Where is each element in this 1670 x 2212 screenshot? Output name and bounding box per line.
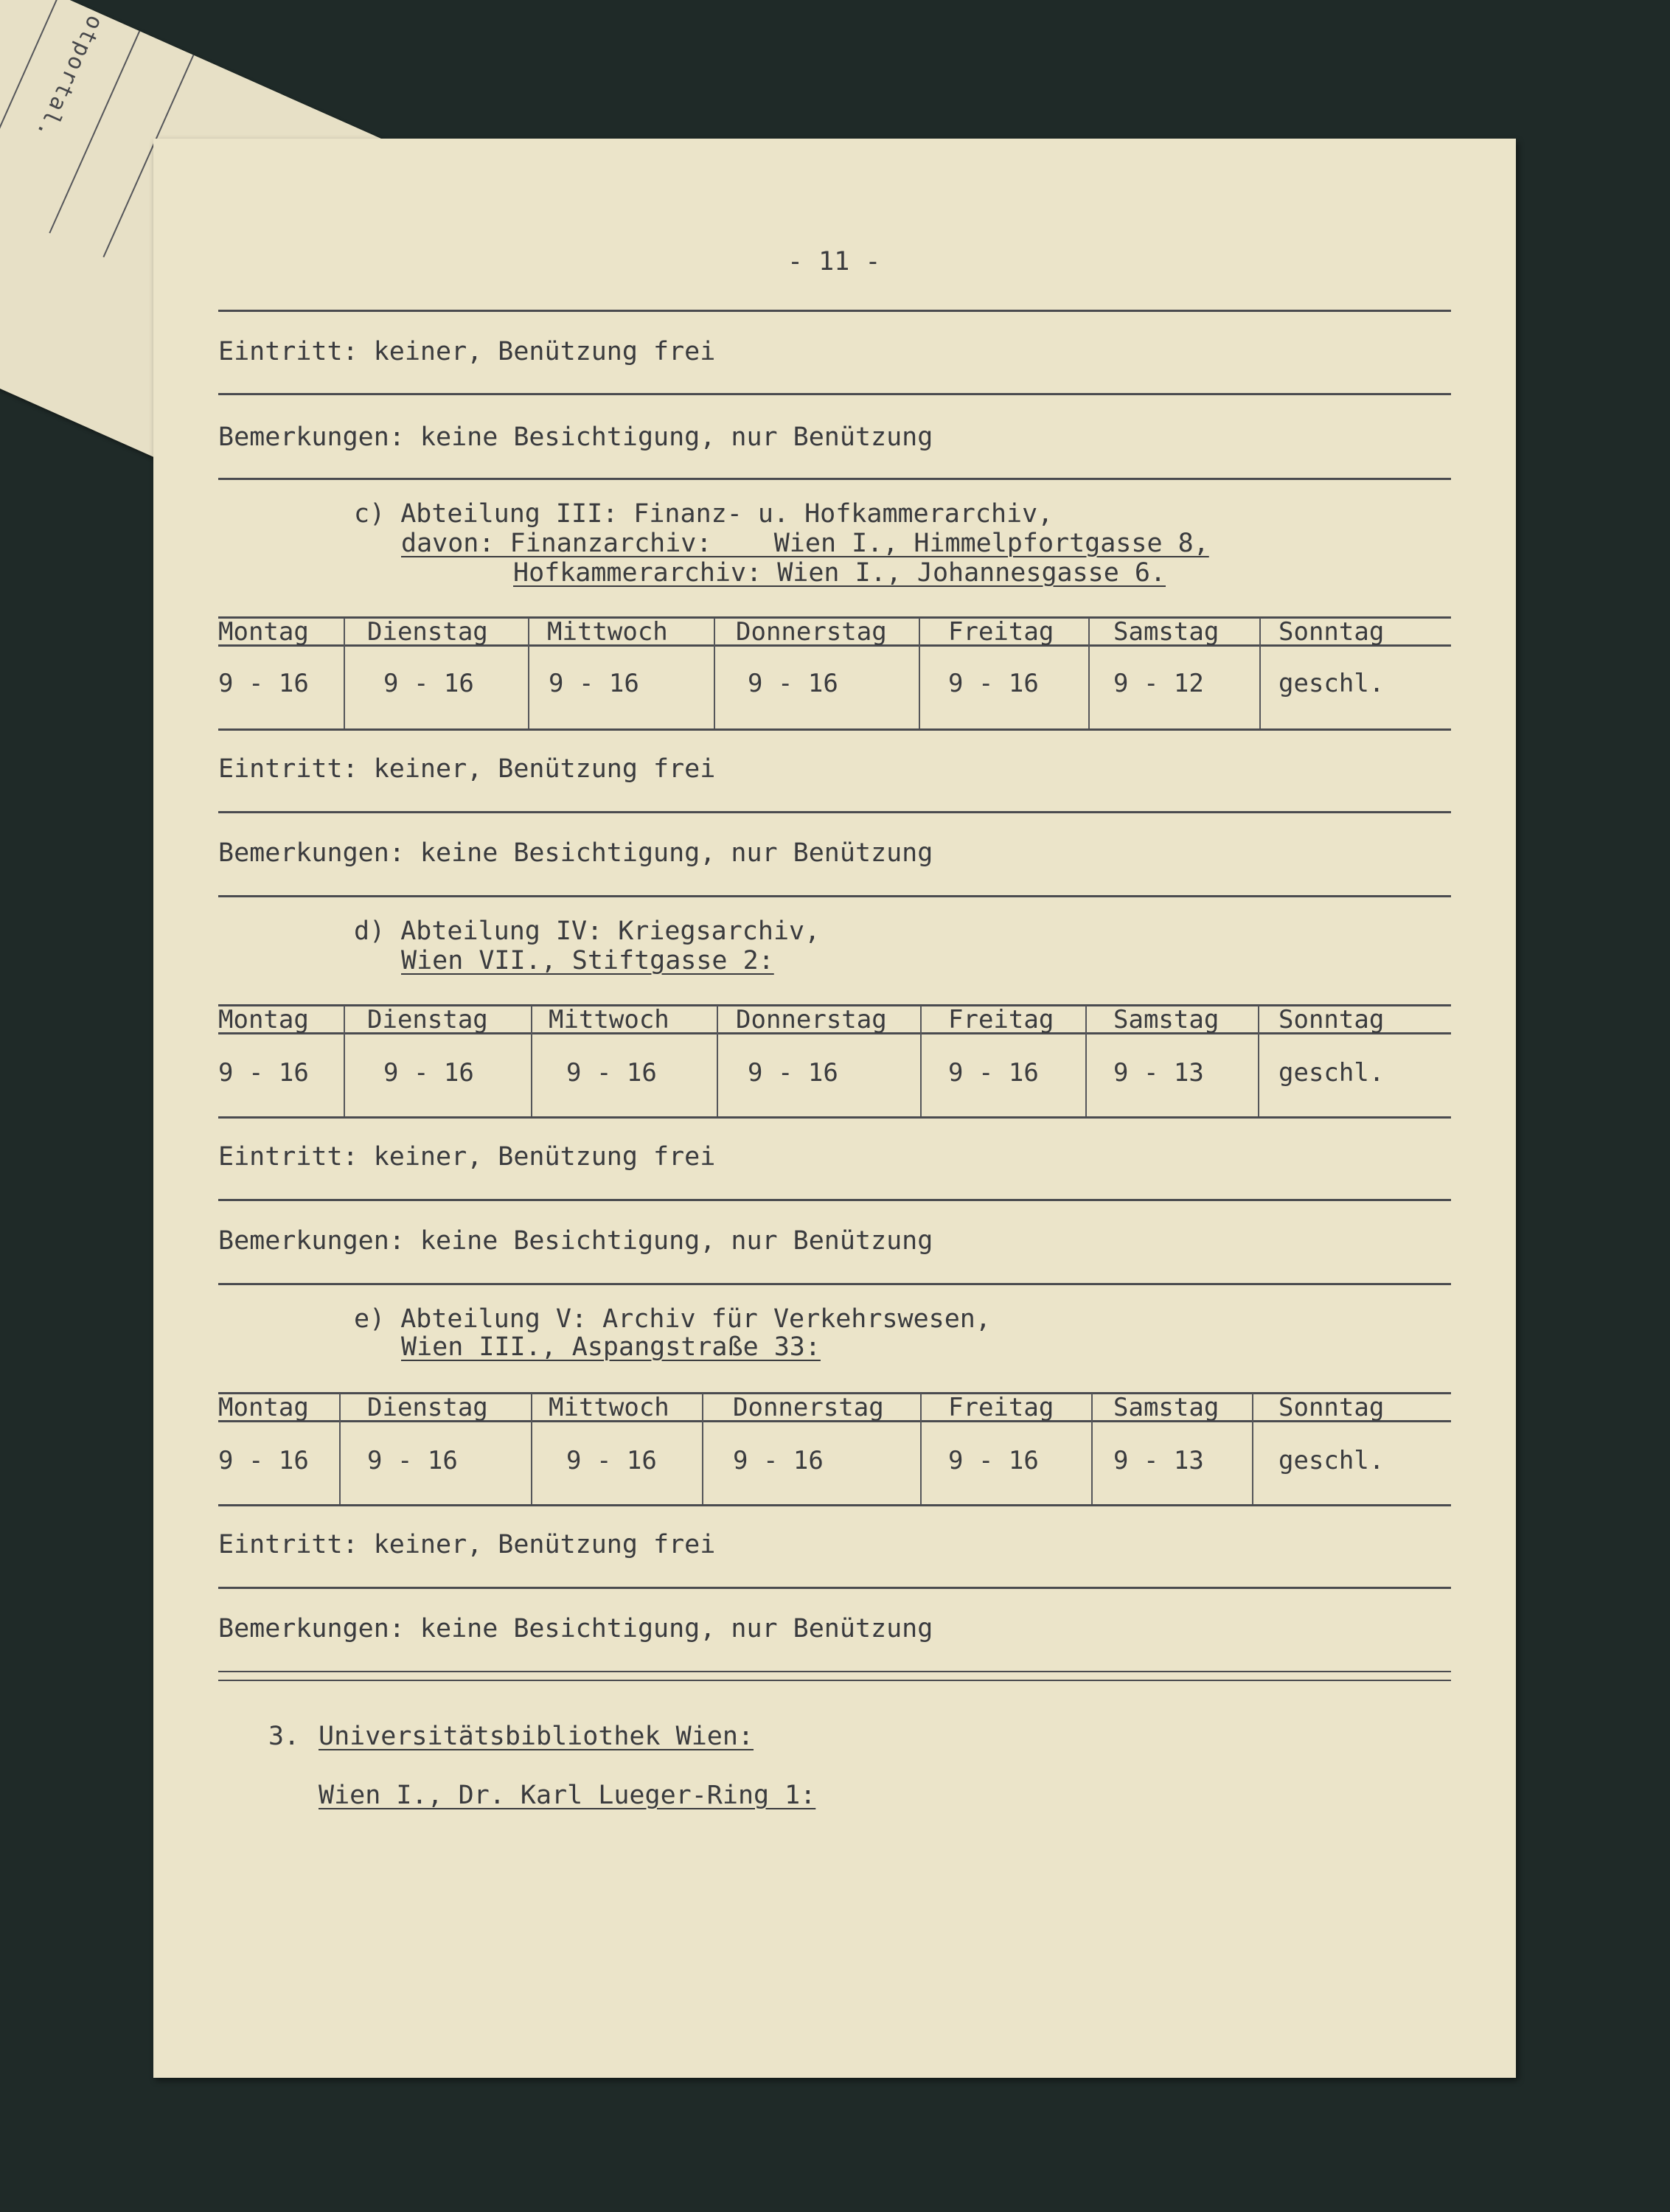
section-heading-text: c) Abteilung III: Finanz- u. Hofkammerarchiv, — [354, 499, 1054, 529]
table-column-divider — [1259, 618, 1261, 728]
table-column-divider — [1085, 1006, 1087, 1116]
table-cell: 9 - 16 — [218, 1058, 309, 1088]
table-bottom-rule — [218, 1504, 1451, 1506]
table-header-cell: Mittwoch — [547, 617, 668, 647]
table-header-cell: Dienstag — [367, 617, 488, 647]
double-divider-top — [218, 1671, 1451, 1672]
table-cell: 9 - 16 — [948, 1058, 1039, 1088]
address-line: Hofkammerarchiv: Wien I., Johannesgasse 6. — [513, 558, 1166, 588]
table-header-cell: Montag — [218, 1005, 309, 1034]
table-cell: 9 - 16 — [733, 1446, 824, 1475]
table-cell: geschl. — [1278, 1446, 1385, 1475]
background-sheet-text: otportal. — [30, 11, 108, 144]
table-header-cell: Dienstag — [367, 1005, 488, 1034]
table-column-divider — [920, 1006, 922, 1116]
table-bottom-rule — [218, 728, 1451, 731]
section-heading-text: e) Abteilung V: Archiv für Verkehrswesen, — [354, 1304, 991, 1334]
table-column-divider — [1252, 1394, 1253, 1504]
section-title: Universitätsbibliothek Wien: — [319, 1722, 754, 1751]
table-column-divider — [344, 618, 345, 728]
table-column-divider — [531, 1006, 532, 1116]
table-header-cell: Donnerstag — [733, 1393, 884, 1422]
divider — [218, 1199, 1451, 1201]
page-number: - 11 - — [787, 247, 881, 276]
table-column-divider — [920, 1394, 922, 1504]
table-header-cell: Donnerstag — [736, 1005, 887, 1034]
table-column-divider — [717, 1006, 718, 1116]
table-header-cell: Sonntag — [1278, 1393, 1385, 1422]
table-header-cell: Mittwoch — [549, 1393, 669, 1422]
address-line: Wien I., Dr. Karl Lueger-Ring 1: — [319, 1781, 816, 1810]
section-number: 3. — [268, 1722, 300, 1751]
table-cell: 9 - 16 — [748, 669, 838, 698]
table-cell: 9 - 13 — [1113, 1058, 1204, 1088]
divider — [218, 310, 1451, 312]
table-header-cell: Freitag — [948, 1005, 1054, 1034]
table-header-cell: Montag — [218, 1393, 309, 1422]
bemerkungen-text: Bemerkungen: keine Besichtigung, nur Benützung — [218, 1226, 933, 1256]
table-header-cell: Samstag — [1113, 1005, 1220, 1034]
divider — [218, 1283, 1451, 1285]
eintritt-text: Eintritt: keiner, Benützung frei — [218, 337, 716, 366]
table-cell: 9 - 16 — [566, 1446, 657, 1475]
table-cell: geschl. — [1278, 1058, 1385, 1088]
table-header-cell: Samstag — [1113, 617, 1220, 647]
table-cell: 9 - 16 — [566, 1058, 657, 1088]
table-cell: 9 - 16 — [367, 1446, 458, 1475]
table-cell: 9 - 16 — [383, 1058, 474, 1088]
table-header-cell: Samstag — [1113, 1393, 1220, 1422]
divider — [218, 811, 1451, 813]
table-cell: 9 - 13 — [1113, 1446, 1204, 1475]
table-cell: geschl. — [1278, 669, 1385, 698]
table-cell: 9 - 16 — [218, 1446, 309, 1475]
table-cell: 9 - 16 — [948, 669, 1039, 698]
bemerkungen-text: Bemerkungen: keine Besichtigung, nur Benützung — [218, 1614, 933, 1644]
eintritt-text: Eintritt: keiner, Benützung frei — [218, 754, 716, 784]
table-header-cell: Sonntag — [1278, 617, 1385, 647]
table-header-cell: Freitag — [948, 617, 1054, 647]
eintritt-text: Eintritt: keiner, Benützung frei — [218, 1142, 716, 1172]
divider — [218, 393, 1451, 395]
section-heading — [354, 501, 1053, 527]
table-cell: 9 - 16 — [748, 1058, 838, 1088]
table-header-cell: Sonntag — [1278, 1005, 1385, 1034]
address-line: Wien III., Aspangstraße 33: — [401, 1332, 821, 1362]
bemerkungen-text: Bemerkungen: keine Besichtigung, nur Benützung — [218, 422, 933, 452]
bemerkungen-text: Bemerkungen: keine Besichtigung, nur Benützung — [218, 838, 933, 868]
section-heading-text: d) Abteilung IV: Kriegsarchiv, — [354, 917, 821, 946]
table-header-cell: Montag — [218, 617, 309, 647]
table-column-divider — [1258, 1006, 1259, 1116]
table-column-divider — [1091, 1394, 1093, 1504]
table-cell: 9 - 16 — [948, 1446, 1039, 1475]
table-header-cell: Donnerstag — [736, 617, 887, 647]
table-header-cell: Dienstag — [367, 1393, 488, 1422]
table-column-divider — [344, 1006, 345, 1116]
table-column-divider — [528, 618, 529, 728]
eintritt-text: Eintritt: keiner, Benützung frei — [218, 1530, 716, 1559]
table-cell: 9 - 16 — [383, 669, 474, 698]
table-column-divider — [714, 618, 715, 728]
document-page — [153, 139, 1516, 2078]
table-column-divider — [531, 1394, 532, 1504]
table-header-cell: Mittwoch — [549, 1005, 669, 1034]
address-line: Wien VII., Stiftgasse 2: — [401, 946, 774, 975]
divider — [218, 478, 1451, 480]
section-heading — [354, 919, 820, 945]
divider — [218, 1587, 1451, 1589]
table-column-divider — [919, 618, 920, 728]
table-cell: 9 - 12 — [1113, 669, 1204, 698]
table-column-divider — [1088, 618, 1090, 728]
table-cell: 9 - 16 — [549, 669, 639, 698]
table-header-cell: Freitag — [948, 1393, 1054, 1422]
table-bottom-rule — [218, 1116, 1451, 1119]
divider — [218, 895, 1451, 897]
double-divider-bottom — [218, 1680, 1451, 1681]
table-column-divider — [339, 1394, 341, 1504]
address-line: davon: Finanzarchiv: Wien I., Himmelpfortgasse 8, — [401, 529, 1209, 558]
section-heading — [354, 1304, 991, 1334]
table-column-divider — [702, 1394, 703, 1504]
table-cell: 9 - 16 — [218, 669, 309, 698]
